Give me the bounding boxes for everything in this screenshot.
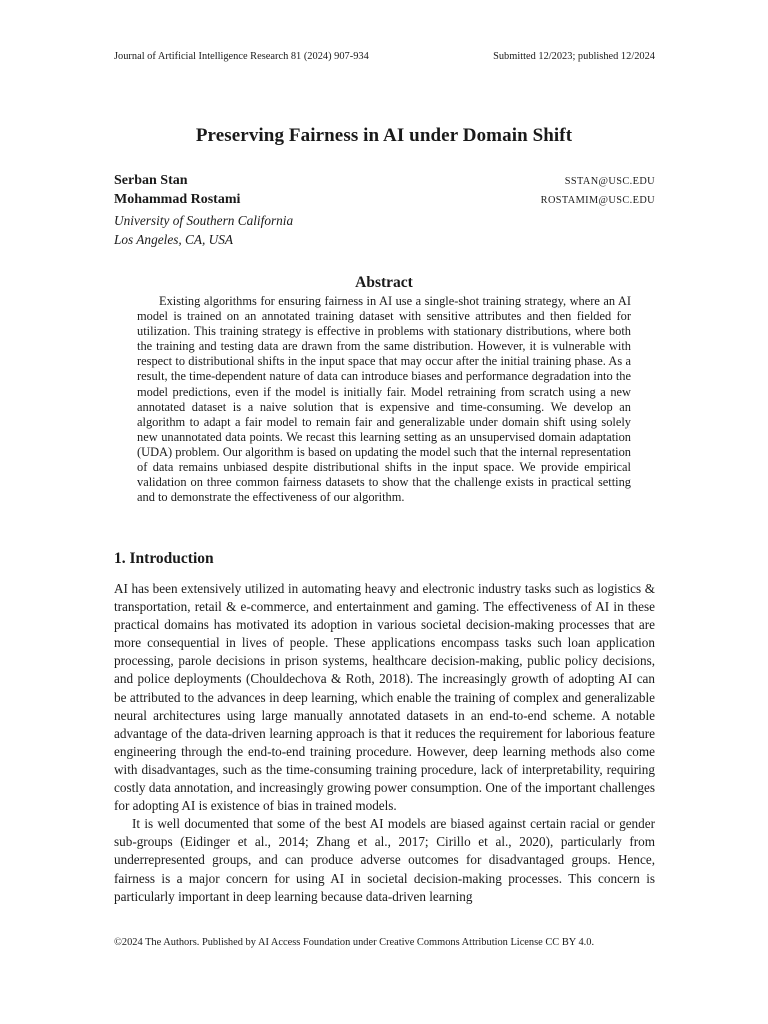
section-heading: 1. Introduction (114, 550, 214, 567)
author-row (114, 173, 655, 192)
submission-dates: Submitted 12/2023; published 12/2024 (493, 51, 655, 62)
abstract-heading: Abstract (355, 274, 413, 291)
author-row (114, 192, 655, 211)
affiliation-location: Los Angeles, CA, USA (114, 232, 234, 247)
affiliation-institution: University of Southern California (114, 213, 294, 228)
author-name: Mohammad Rostami (114, 192, 241, 207)
author-email[interactable]: SSTAN@USC.EDU (564, 176, 655, 187)
author-name: Serban Stan (114, 173, 188, 188)
abstract-text: Existing algorithms for ensuring fairness in AI use a single-shot training strategy, where an AI model is trained on an annotated training dataset with sensitive attributes and then fielded for utilization. This training strategy is effective in problems with stationary distributions, where both the training and testing data are drawn from the same distribution. However, it is vulnerable with respect to distributional shifts in the input space that may occur after the initial training phase. As a result, the time-dependent nature of data can introduce biases and performance degradation into the model predictions, even if the model is initially fair. Model retraining from scratch using a new annotated dataset is a naive solution that is expensive and time-consuming. We develop an algorithm to adapt a fair model to remain fair and generalizable under domain shift using solely new unannotated data points. We recast this learning setting as an unsupervised domain adaptation (UDA) problem. Our algorithm is based on updating the model such that the internal representation of data remains unbiased despite distributional shifts in the input space. We provide empirical validation on three common fairness datasets to show that the challenge exists in practical setting and to demonstrate the effectiveness of our algorithm. (137, 294, 631, 505)
journal-citation: Journal of Artificial Intelligence Research 81 (2024) 907-934 (114, 51, 369, 62)
copyright-footer: ©2024 The Authors. Published by AI Access Foundation under Creative Commons Attribution License CC BY 4.0. (114, 937, 595, 948)
section-body (114, 580, 655, 906)
running-header (114, 51, 655, 62)
author-email[interactable]: ROSTAMIM@USC.EDU (540, 195, 655, 206)
paper-title: Preserving Fairness in AI under Domain Shift (195, 125, 573, 146)
body-paragraph: AI has been extensively utilized in automating heavy and electronic industry tasks such as logistics & transportation, retail & e-commerce, and entertainment and gaming. The effectiveness of AI in these practical domains has motivated its adoption in various societal decision-making processes that are more consequential in lives of people. These applications encompass tasks such loan application processing, parole decisions in prison systems, healthcare decision-making, public policy decisions, and police deployments (Chouldechova & Roth, 2018). The increasingly growth of adopting AI can be attributed to the advances in deep learning, which enable the training of complex and generalizable neural architectures using large manually annotated datasets in an end-to-end scheme. A notable advantage of the data-driven learning approach is that it reduces the requirement for laborious feature engineering through the end-to-end training procedure. However, deep learning methods also come with disadvantages, such as the time-consuming training procedure, lack of interpretability, requiring costly data annotation, and increasingly growing power consumption. One of the important challenges for adopting AI is existence of bias in trained models. (114, 581, 655, 814)
author-block (114, 173, 655, 249)
body-paragraph: It is well documented that some of the best AI models are biased against certain racial or gender sub-groups (Eidinger et al., 2014; Zhang et al., 2017; Cirillo et al., 2020), particularly from underrepresented groups, and can produce adverse outcomes for disadvantaged groups. Hence, fairness is a major concern for using AI in societal decision-making processes. This concern is particularly important in deep learning because data-driven learning (114, 816, 655, 904)
